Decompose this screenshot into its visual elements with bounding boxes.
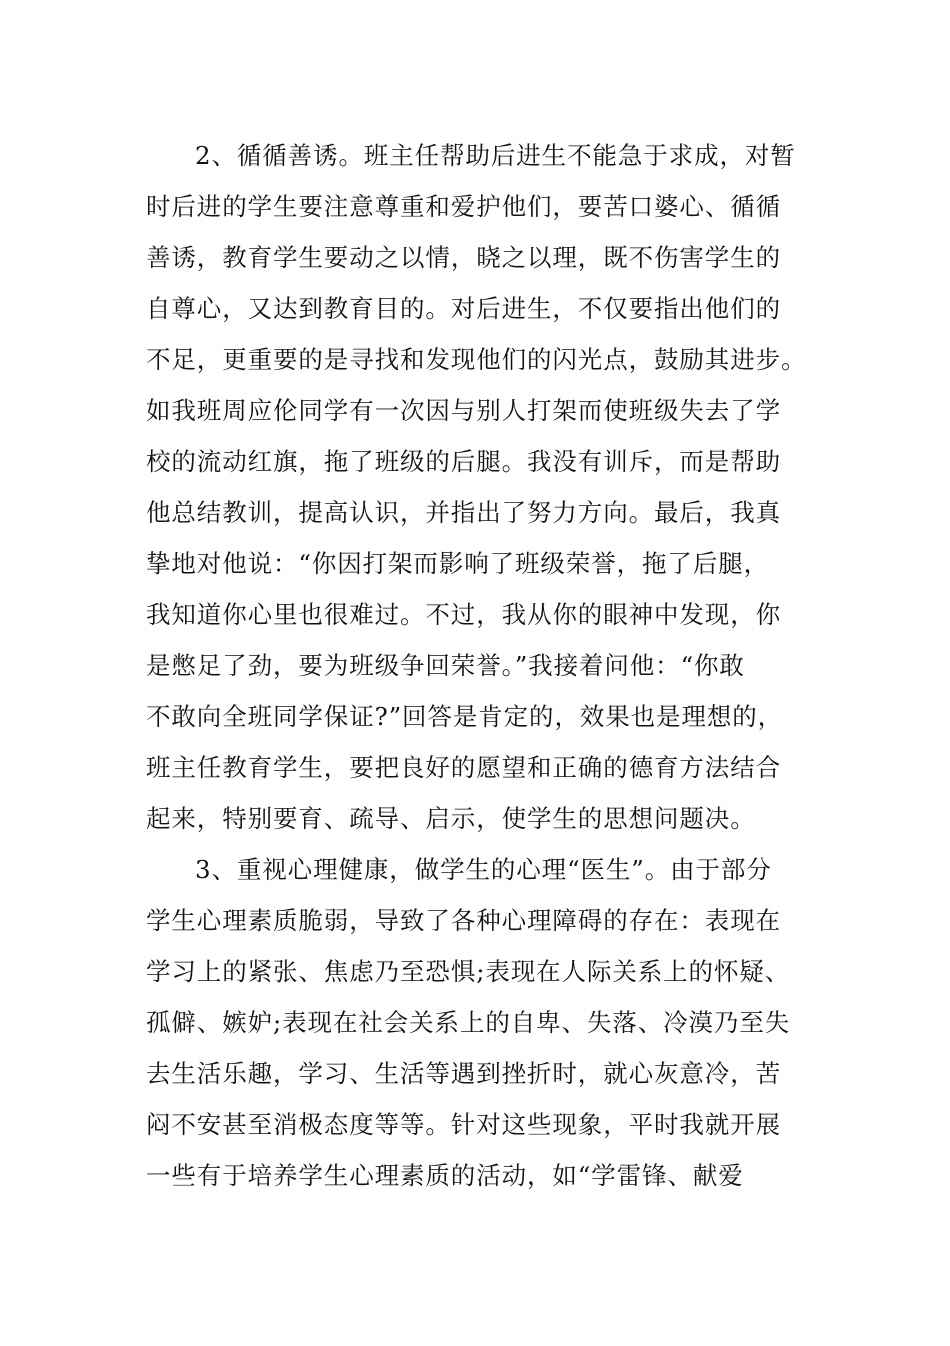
text-line: 起来，特别要育、疏导、启示，使学生的思想问题决。 [146, 804, 756, 833]
text-line: 不敢向全班同学保证?”回答是肯定的，效果也是理想的， [146, 702, 784, 731]
text-line: 时后进的学生要注意尊重和爱护他们，要苦口婆心、循循 [146, 192, 781, 221]
body-text [146, 130, 806, 1201]
text-line: 学习上的紧张、焦虑乃至恐惧;表现在人际关系上的怀疑、 [146, 957, 791, 986]
text-line: 他总结教训，提高认识，并指出了努力方向。最后，我真 [146, 498, 781, 527]
text-line: 善诱，教育学生要动之以情，晓之以理，既不伤害学生的 [146, 243, 781, 272]
text-line: 学生心理素质脆弱，导致了各种心理障碍的存在：表现在 [146, 906, 781, 935]
text-line: 一些有于培养学生心理素质的活动，如“学雷锋、献爱 [146, 1161, 744, 1190]
text-line: 校的流动红旗，拖了班级的后腿。我没有训斥，而是帮助 [146, 447, 781, 476]
text-line: 我知道你心里也很难过。不过，我从你的眼神中发现，你 [146, 600, 781, 629]
text-line: 2、循循善诱。班主任帮助后进生不能急于求成，对暂 [195, 141, 796, 170]
text-line: 孤僻、嫉妒;表现在社会关系上的自卑、失落、冷漠乃至失 [146, 1008, 791, 1037]
text-line: 闷不安甚至消极态度等等。针对这些现象，平时我就开展 [146, 1110, 781, 1139]
text-line: 如我班周应伦同学有一次因与别人打架而使班级失去了学 [146, 396, 781, 425]
text-line: 班主任教育学生，要把良好的愿望和正确的德育方法结合 [146, 753, 781, 782]
text-line: 挚地对他说：“你因打架而影响了班级荣誉，拖了后腿， [146, 549, 770, 578]
text-line: 去生活乐趣，学习、生活等遇到挫折时，就心灰意冷，苦 [146, 1059, 781, 1088]
text-line: 3、重视心理健康，做学生的心理“医生”。由于部分 [195, 855, 772, 884]
text-line: 自尊心，又达到教育目的。对后进生，不仅要指出他们的 [146, 294, 781, 323]
text-line: 不足，更重要的是寻找和发现他们的闪光点，鼓励其进步。 [146, 345, 807, 374]
text-line: 是憋足了劲，要为班级争回荣誉。”我接着问他：“你敢 [146, 651, 745, 680]
